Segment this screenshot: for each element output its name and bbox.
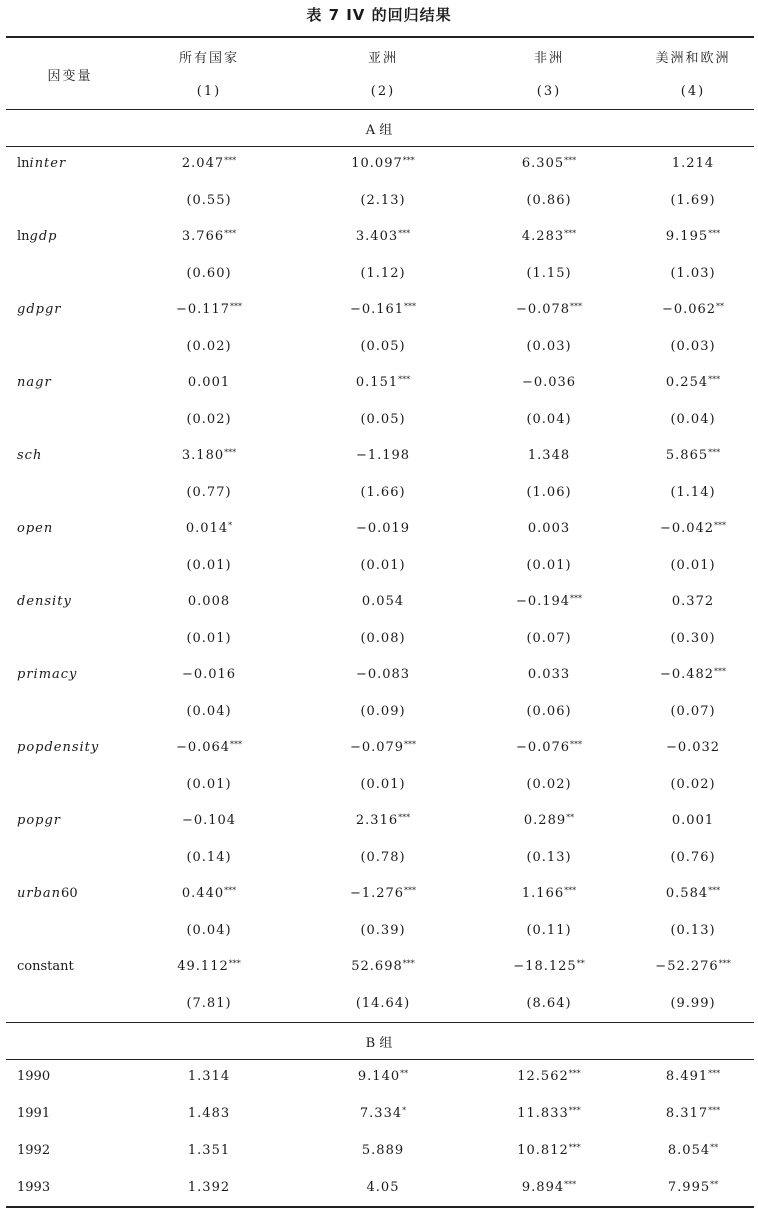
coefficient-cell: 1.214: [671, 156, 715, 171]
variable-label: urban60: [17, 886, 78, 901]
coefficient-cell: 0.254***: [665, 375, 721, 390]
coefficient-cell: 7.995**: [667, 1180, 719, 1195]
coefficient-cell: 5.865***: [665, 448, 721, 463]
std-error-cell: (0.04): [186, 923, 232, 938]
std-error-cell: (0.30): [670, 631, 716, 646]
significance-stars: ***: [718, 959, 731, 968]
std-error-cell: (1.03): [670, 266, 716, 281]
variable-label: sch: [17, 448, 43, 463]
coefficient-cell: −52.276***: [655, 959, 731, 974]
std-error-cell: (0.78): [360, 850, 406, 865]
coefficient-cell: 11.833***: [517, 1106, 581, 1121]
year-label: 1990: [17, 1069, 51, 1084]
coefficient-cell: 10.097***: [351, 156, 415, 171]
significance-stars: ***: [708, 1069, 721, 1078]
std-error-cell: (0.07): [526, 631, 572, 646]
coefficient-cell: 8.317***: [665, 1106, 721, 1121]
significance-stars: ***: [708, 1106, 721, 1115]
coefficient-cell: 9.195***: [665, 229, 721, 244]
column-header-number: (3): [536, 84, 562, 99]
std-error-cell: (0.02): [186, 339, 232, 354]
panel-a-rule: [6, 146, 754, 147]
significance-stars: **: [566, 813, 575, 822]
std-error-cell: (14.64): [355, 996, 411, 1011]
significance-stars: ***: [224, 156, 237, 165]
coefficient-cell: 3.180***: [181, 448, 237, 463]
coefficient-cell: 1.392: [187, 1180, 231, 1195]
coefficient-cell: −0.076***: [515, 740, 583, 755]
panel-b-label: B 组: [365, 1036, 393, 1051]
coefficient-cell: 5.889: [361, 1143, 405, 1158]
coefficient-cell: −0.482***: [659, 667, 727, 682]
std-error-cell: (0.06): [526, 704, 572, 719]
significance-stars: ***: [564, 886, 577, 895]
coefficient-cell: 3.766***: [181, 229, 237, 244]
coefficient-cell: 1.166***: [521, 886, 577, 901]
std-error-cell: (0.86): [526, 193, 572, 208]
significance-stars: ***: [404, 302, 417, 311]
std-error-cell: (0.01): [360, 777, 406, 792]
std-error-cell: (0.01): [526, 558, 572, 573]
significance-stars: ***: [564, 156, 577, 165]
coefficient-cell: 0.001: [671, 813, 715, 828]
std-error-cell: (0.60): [186, 266, 232, 281]
significance-stars: ***: [564, 1180, 577, 1189]
variable-label: lninter: [17, 156, 67, 171]
coefficient-cell: 0.003: [527, 521, 571, 536]
std-error-cell: (2.13): [360, 193, 406, 208]
dep-var-header: 因变量: [47, 69, 93, 84]
significance-stars: ***: [564, 229, 577, 238]
variable-label: nagr: [17, 375, 52, 390]
coefficient-cell: 0.001: [187, 375, 231, 390]
significance-stars: ***: [230, 302, 243, 311]
variable-label: constant: [17, 959, 74, 974]
significance-stars: **: [576, 959, 585, 968]
std-error-cell: (0.01): [360, 558, 406, 573]
variable-label: popgr: [17, 813, 62, 828]
std-error-cell: (0.13): [526, 850, 572, 865]
variable-label: gdpgr: [17, 302, 62, 317]
bottom-rule: [6, 1206, 754, 1208]
std-error-cell: (1.66): [360, 485, 406, 500]
significance-stars: ***: [402, 156, 415, 165]
column-header-name: 非洲: [533, 51, 564, 66]
std-error-cell: (0.77): [186, 485, 232, 500]
std-error-cell: (0.11): [526, 923, 572, 938]
coefficient-cell: 0.054: [361, 594, 405, 609]
coefficient-cell: −0.083: [355, 667, 411, 682]
std-error-cell: (0.04): [526, 412, 572, 427]
std-error-cell: (1.15): [526, 266, 572, 281]
coefficient-cell: 0.289**: [523, 813, 575, 828]
std-error-cell: (0.04): [670, 412, 716, 427]
significance-stars: ***: [568, 1069, 581, 1078]
std-error-cell: (0.03): [670, 339, 716, 354]
std-error-cell: (0.04): [186, 704, 232, 719]
coefficient-cell: 4.05: [366, 1180, 400, 1195]
std-error-cell: (0.07): [670, 704, 716, 719]
variable-label: primacy: [17, 667, 78, 682]
column-header-name: 美洲和欧洲: [655, 51, 731, 66]
std-error-cell: (0.05): [360, 339, 406, 354]
significance-stars: ***: [230, 740, 243, 749]
std-error-cell: (7.81): [186, 996, 232, 1011]
coefficient-cell: 6.305***: [521, 156, 577, 171]
std-error-cell: (0.01): [186, 777, 232, 792]
std-error-cell: (0.55): [186, 193, 232, 208]
coefficient-cell: 0.014*: [185, 521, 233, 536]
coefficient-cell: 7.334*: [359, 1106, 407, 1121]
panel-b-rule: [6, 1059, 754, 1060]
significance-stars: ***: [708, 448, 721, 457]
variable-label: popdensity: [17, 740, 100, 755]
significance-stars: ***: [402, 959, 415, 968]
coefficient-cell: 0.008: [187, 594, 231, 609]
coefficient-cell: −0.079***: [349, 740, 417, 755]
coefficient-cell: −0.064***: [175, 740, 243, 755]
significance-stars: ***: [398, 375, 411, 384]
panel-b-top-rule: [6, 1022, 754, 1023]
variable-label: open: [17, 521, 54, 536]
significance-stars: ***: [228, 959, 241, 968]
panel-a-label: A 组: [365, 123, 393, 138]
std-error-cell: (0.01): [186, 558, 232, 573]
variable-label: lngdp: [17, 229, 58, 244]
significance-stars: ***: [568, 1106, 581, 1115]
significance-stars: ***: [398, 229, 411, 238]
coefficient-cell: 9.140**: [357, 1069, 409, 1084]
std-error-cell: (0.01): [670, 558, 716, 573]
coefficient-cell: −0.062**: [661, 302, 725, 317]
significance-stars: **: [710, 1180, 719, 1189]
coefficient-cell: −0.032: [665, 740, 721, 755]
coefficient-cell: 8.491***: [665, 1069, 721, 1084]
significance-stars: ***: [570, 302, 583, 311]
column-header-number: (2): [370, 84, 396, 99]
std-error-cell: (0.76): [670, 850, 716, 865]
header-rule: [6, 109, 754, 110]
std-error-cell: (8.64): [526, 996, 572, 1011]
significance-stars: **: [716, 302, 725, 311]
coefficient-cell: −0.019: [355, 521, 411, 536]
significance-stars: ***: [398, 813, 411, 822]
significance-stars: ***: [708, 229, 721, 238]
column-header-name: 所有国家: [178, 51, 239, 66]
std-error-cell: (1.12): [360, 266, 406, 281]
std-error-cell: (0.14): [186, 850, 232, 865]
significance-stars: ***: [570, 594, 583, 603]
significance-stars: ***: [224, 229, 237, 238]
coefficient-cell: 2.316***: [355, 813, 411, 828]
coefficient-cell: −0.016: [181, 667, 237, 682]
coefficient-cell: −0.036: [521, 375, 577, 390]
coefficient-cell: 49.112***: [177, 959, 241, 974]
significance-stars: ***: [714, 521, 727, 530]
std-error-cell: (0.01): [186, 631, 232, 646]
coefficient-cell: −0.042***: [659, 521, 727, 536]
significance-stars: ***: [714, 667, 727, 676]
variable-label: density: [17, 594, 72, 609]
coefficient-cell: 9.894***: [521, 1180, 577, 1195]
year-label: 1992: [17, 1143, 51, 1158]
std-error-cell: (0.03): [526, 339, 572, 354]
coefficient-cell: 12.562***: [517, 1069, 581, 1084]
significance-stars: ***: [708, 886, 721, 895]
coefficient-cell: −0.104: [181, 813, 237, 828]
coefficient-cell: −0.117***: [175, 302, 243, 317]
coefficient-cell: −0.161***: [349, 302, 417, 317]
coefficient-cell: 0.151***: [355, 375, 411, 390]
column-header-number: (4): [680, 84, 706, 99]
std-error-cell: (9.99): [670, 996, 716, 1011]
coefficient-cell: −1.198: [355, 448, 411, 463]
coefficient-cell: 1.351: [187, 1143, 231, 1158]
significance-stars: ***: [404, 886, 417, 895]
year-label: 1991: [17, 1106, 51, 1121]
coefficient-cell: 2.047***: [181, 156, 237, 171]
coefficient-cell: 0.440***: [181, 886, 237, 901]
std-error-cell: (1.69): [670, 193, 716, 208]
coefficient-cell: 0.033: [527, 667, 571, 682]
coefficient-cell: 3.403***: [355, 229, 411, 244]
std-error-cell: (0.02): [670, 777, 716, 792]
coefficient-cell: 52.698***: [351, 959, 415, 974]
significance-stars: **: [400, 1069, 409, 1078]
coefficient-cell: 10.812***: [517, 1143, 581, 1158]
column-header-name: 亚洲: [367, 51, 398, 66]
coefficient-cell: −0.194***: [515, 594, 583, 609]
coefficient-cell: 4.283***: [521, 229, 577, 244]
coefficient-cell: 8.054**: [667, 1143, 719, 1158]
table-title: 表 7 IV 的回归结果: [306, 6, 452, 24]
year-label: 1993: [17, 1180, 51, 1195]
significance-stars: ***: [708, 375, 721, 384]
column-header-number: (1): [196, 84, 222, 99]
significance-stars: *: [228, 521, 233, 530]
std-error-cell: (0.13): [670, 923, 716, 938]
significance-stars: ***: [404, 740, 417, 749]
significance-stars: ***: [568, 1143, 581, 1152]
coefficient-cell: 0.584***: [665, 886, 721, 901]
std-error-cell: (0.05): [360, 412, 406, 427]
significance-stars: ***: [570, 740, 583, 749]
std-error-cell: (0.09): [360, 704, 406, 719]
coefficient-cell: −18.125**: [513, 959, 585, 974]
coefficient-cell: 1.483: [187, 1106, 231, 1121]
coefficient-cell: 0.372: [671, 594, 715, 609]
top-rule: [6, 36, 754, 38]
coefficient-cell: −1.276***: [349, 886, 417, 901]
significance-stars: **: [710, 1143, 719, 1152]
std-error-cell: (1.14): [670, 485, 716, 500]
std-error-cell: (0.39): [360, 923, 406, 938]
coefficient-cell: 1.348: [527, 448, 571, 463]
significance-stars: ***: [224, 886, 237, 895]
coefficient-cell: −0.078***: [515, 302, 583, 317]
std-error-cell: (0.02): [526, 777, 572, 792]
significance-stars: *: [402, 1106, 407, 1115]
significance-stars: ***: [224, 448, 237, 457]
coefficient-cell: 1.314: [187, 1069, 231, 1084]
std-error-cell: (0.02): [186, 412, 232, 427]
std-error-cell: (1.06): [526, 485, 572, 500]
std-error-cell: (0.08): [360, 631, 406, 646]
